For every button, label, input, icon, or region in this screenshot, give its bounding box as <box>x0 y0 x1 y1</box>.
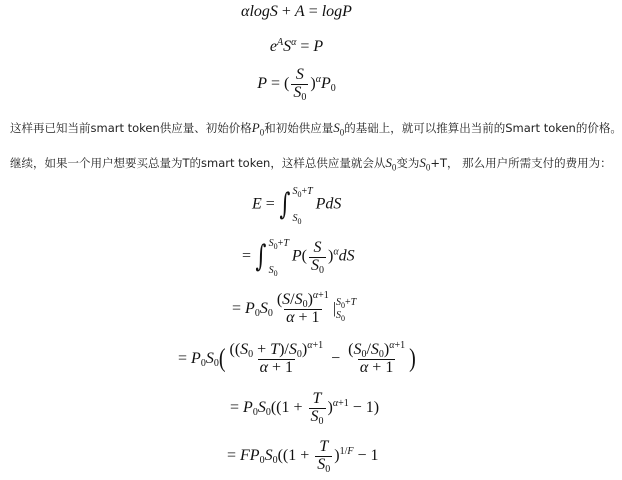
equation-log-form: αlogS + A = logP <box>241 3 352 20</box>
equation-cost-integral: E = ∫ $S_0+T$ $S_0$ PdS <box>252 186 342 226</box>
paragraph-price-explanation <box>10 120 622 138</box>
math-s0: $S_0$ <box>333 120 345 138</box>
equation-integral-evaluated: = $P_0S_0$ $\frac{(S/S_0)^{\alpha+1}}{\alpha + 1}$ | $S_0+T$ $S_0$ <box>232 290 357 326</box>
paragraph-text: 这样再已知当前smart token供应量、初始价格 <box>10 121 252 135</box>
math-s0: $S_0$ <box>385 155 397 173</box>
paragraph-text: 的基础上，就可以推算出当前的Smart token的价格。 <box>344 121 622 135</box>
paragraph-purchase-explanation <box>10 155 612 173</box>
paragraph-text: 变为 <box>396 156 420 170</box>
paragraph-text: 继续，如果一个用户想要买总量为T的smart token，这样总供应量就会从 <box>10 156 386 170</box>
equation-final-cost: = $FP_0S_0((1$ + $\frac{T}{S_0}$ )$^{1/F}$ − 1 <box>227 438 379 475</box>
equation-bounds-applied: = $P_0S_0$( $\frac{((S_0 + T)/S_0)^{\alpha+1}}{\alpha + 1}$ − $\frac{(S_0/S_0)^{\alpha+1}}{\alpha + 1}$ ) <box>178 340 416 376</box>
math-p0: $P_0$ <box>251 120 265 138</box>
math-s0: $S_0$ <box>419 155 431 173</box>
equation-simplified: = $P_0S_0((1$ + $\frac{T}{S_0}$ )$^{\alpha+1}$ − 1) <box>230 390 380 427</box>
paragraph-text: 和初始供应量 <box>264 121 334 135</box>
paragraph-text: +T， 那么用户所需支付的费用为： <box>430 156 612 170</box>
equation-exp-form: $e^AS^\alpha = P$ <box>269 37 324 55</box>
equation-price-formula: P = ( $\frac{S}{S_0}$ )$^\alpha P_0$ <box>257 66 336 103</box>
equation-integral-substituted: = ∫ $S_0+T$ $S_0$ P( $\frac{S}{S_0}$ )$^\alpha$dS <box>242 238 355 278</box>
